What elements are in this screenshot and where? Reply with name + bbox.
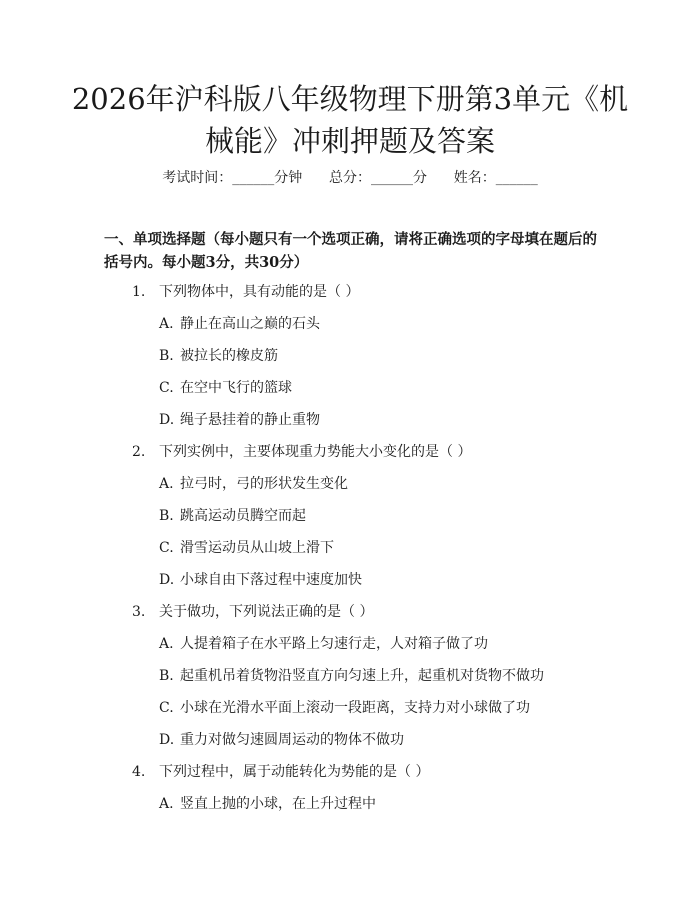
document-title xyxy=(60,78,640,162)
option-text: 在空中飞行的篮球 xyxy=(180,380,292,396)
option-text: 静止在高山之巅的石头 xyxy=(180,316,320,332)
option-text: 滑雪运动员从山坡上滑下 xyxy=(180,540,334,556)
question-2-option-d xyxy=(0,570,700,602)
question-list xyxy=(0,282,700,826)
question-text: 下列物体中，具有动能的是（ ） xyxy=(159,284,360,300)
option-text: 被拉长的橡皮筋 xyxy=(180,348,278,364)
option-label: C. xyxy=(159,700,174,716)
option-label: D. xyxy=(159,732,175,748)
option-text: 重力对做匀速圆周运动的物体不做功 xyxy=(180,732,404,748)
question-number: 2. xyxy=(132,444,146,460)
option-text: 绳子悬挂着的静止重物 xyxy=(180,412,320,428)
option-label: D. xyxy=(159,572,175,588)
question-1 xyxy=(0,282,700,314)
option-label: A. xyxy=(159,476,174,492)
question-4 xyxy=(0,762,700,794)
option-label: A. xyxy=(159,316,174,332)
option-text: 小球自由下落过程中速度加快 xyxy=(180,572,362,588)
question-3 xyxy=(0,602,700,634)
option-text: 竖直上抛的小球，在上升过程中 xyxy=(180,796,376,812)
option-label: C. xyxy=(159,380,174,396)
question-1-option-a xyxy=(0,314,700,346)
option-text: 跳高运动员腾空而起 xyxy=(180,508,306,524)
question-4-option-a xyxy=(0,794,700,826)
title-line-1: 2026年沪科版八年级物理下册第3单元《机 xyxy=(71,82,629,116)
question-1-option-b xyxy=(0,346,700,378)
question-2 xyxy=(0,442,700,474)
question-text: 关于做功，下列说法正确的是（ ） xyxy=(159,604,374,620)
option-label: A. xyxy=(159,636,174,652)
exam-info-line: 考试时间：______分钟 总分：______分 姓名：______ xyxy=(162,170,538,186)
option-text: 拉弓时，弓的形状发生变化 xyxy=(180,476,348,492)
question-number: 1. xyxy=(132,284,146,300)
question-2-option-a xyxy=(0,474,700,506)
option-label: A. xyxy=(159,796,174,812)
question-3-option-d xyxy=(0,730,700,762)
question-3-option-c xyxy=(0,698,700,730)
option-label: B. xyxy=(159,508,174,524)
option-text: 人提着箱子在水平路上匀速行走，人对箱子做了功 xyxy=(180,636,488,652)
question-3-option-a xyxy=(0,634,700,666)
question-1-option-c xyxy=(0,378,700,410)
option-text: 小球在光滑水平面上滚动一段距离，支持力对小球做了功 xyxy=(180,700,530,716)
question-2-option-b xyxy=(0,506,700,538)
option-label: C. xyxy=(159,540,174,556)
title-line-2: 械能》冲刺押题及答案 xyxy=(204,124,495,158)
question-2-option-c xyxy=(0,538,700,570)
question-number: 4. xyxy=(132,764,146,780)
section-heading: 一、单项选择题（每小题只有一个选项正确，请将正确选项的字母填在题后的括号内。每小题3分，共30分） xyxy=(104,231,597,271)
option-label: B. xyxy=(159,668,174,684)
option-text: 起重机吊着货物沿竖直方向匀速上升，起重机对货物不做功 xyxy=(180,668,544,684)
option-label: D. xyxy=(159,412,175,428)
question-number: 3. xyxy=(132,604,146,620)
option-label: B. xyxy=(159,348,174,364)
question-3-option-b xyxy=(0,666,700,698)
question-text: 下列实例中，主要体现重力势能大小变化的是（ ） xyxy=(159,444,472,460)
question-text: 下列过程中，属于动能转化为势能的是（ ） xyxy=(159,764,430,780)
question-1-option-d xyxy=(0,410,700,442)
